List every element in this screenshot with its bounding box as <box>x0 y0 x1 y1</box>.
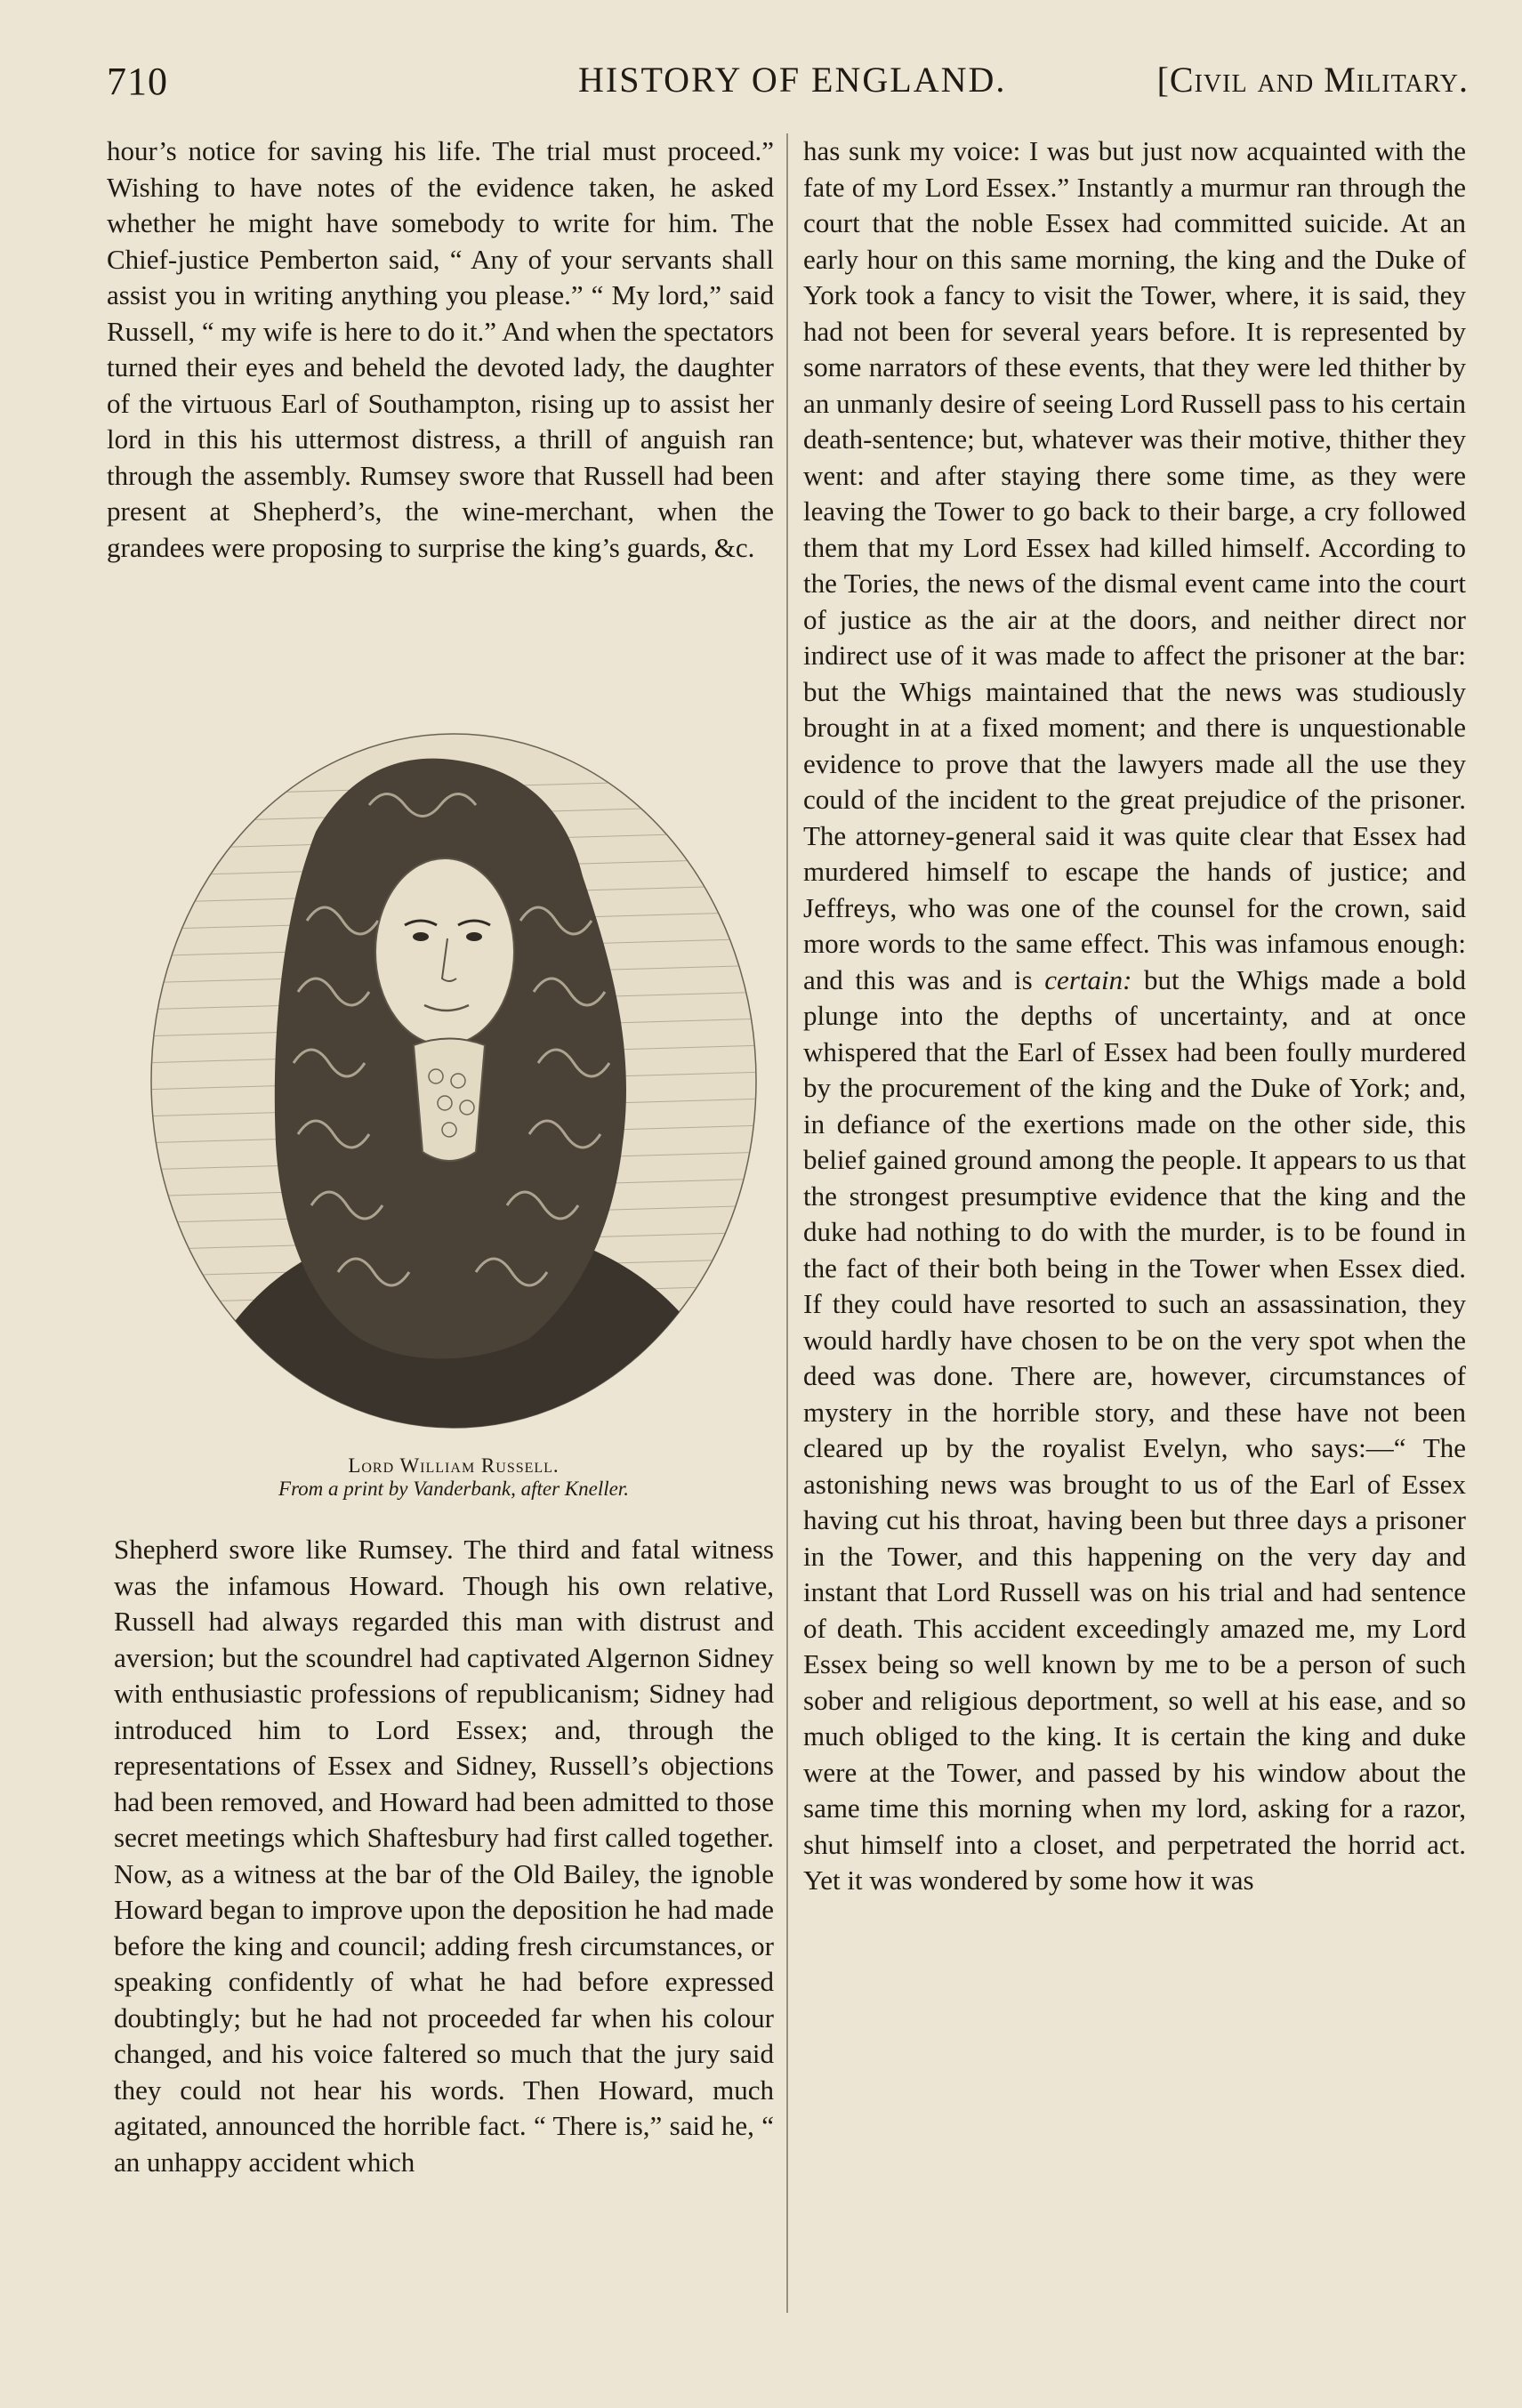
page-number: 710 <box>107 60 168 103</box>
page-header <box>107 59 1469 112</box>
paragraph: hour’s notice for saving his life. The trial must proceed.” Wishing to have notes of the evidence taken, he asked whether he might have somebody to write for him. The Chief-justice Pemberton said, “ Any of your servants shall assist you in writing anything you please.” “ My lord,” said Russell, “ my wife is here to do it.” And when the spectators turned their eyes and beheld the devoted lady, the daughter of the virtuous Earl of Southampton, rising up to assist her lord in this his uttermost distress, a thrill of anguish ran through the assembly. Rumsey swore that Russell had been present at Shepherd’s, the wine-merchant, when the grandees were proposing to surprise the king’s guards, &c. <box>107 135 774 563</box>
text-run: has sunk my voice: I was but just now acquainted with the fate of my Lord Essex.” Instantly a murmur ran through the court that the noble Essex had committed suicide. At an early hour on this same morning, the king and the Duke of York took a fancy to visit the Tower, where, it is said, they had not been for several years before. It is represented by some narrators of these events, that they were led thither by an unmanly desire of seeing Lord Russell pass to his certain death-sentence; but, whatever was their motive, thither they went: and after staying there some time, as they were leaving the Tower to go back to their barge, a cry followed them that my Lord Essex had killed himself. According to the Tories, the news of the dismal event came into the court of justice as the air at the doors, and neither direct nor indirect use of it was made to affect the prisoner at the bar: but the Whigs maintained that the news was studiously brought in at a fixed moment; and there is unquestionable evidence to prove that the lawyers made all the use they could of the incident to the great prejudice of the prisoner. The attorney-general said it was quite clear that Essex had murdered himself to escape the hands of justice; and Jeffreys, who was one of the counsel for the crown, said more words to the same effect. This was infamous enough: and this was and is <box>803 135 1466 995</box>
emphasis-certain: certain: <box>1044 963 1132 995</box>
right-column-text <box>803 133 1466 1899</box>
column-divider <box>786 133 788 2313</box>
section-title: [Civil and Military. <box>1156 60 1469 100</box>
left-column-bottom-text <box>114 1532 774 2180</box>
running-title: HISTORY OF ENGLAND. <box>578 60 1007 100</box>
paragraph: Shepherd swore like Rumsey. The third and fatal witness was the infamous Howard. Though his own relative, Russell had always regarded this man with distrust and aversion; but the scoundrel had captivated Algernon Sidney with enthusiastic professions of republicanism; Sidney had introduced him to Lord Essex; and, through the representations of Essex and Sidney, Russell’s objections had been removed, and Howard had been admitted to those secret meetings which Shaftesbury had first called together. Now, as a witness at the bar of the Old Bailey, the ignoble Howard began to improve upon the deposition he had made before the king and council; adding fresh circumstances, or speaking confidently of what he had before expressed doubtingly; but he had not proceeded far when his colour changed, and his voice faltered so much that the jury said they could not hear his words. Then Howard, much agitated, announced the horrible fact. “ There is,” said he, “ an unhappy accident which <box>114 1534 774 2178</box>
left-column-top-text <box>107 133 774 566</box>
illustration-caption <box>142 1454 765 1501</box>
caption-source: From a print by Vanderbank, after Kneller. <box>278 1478 629 1500</box>
paragraph <box>803 133 1466 1899</box>
portrait-engraving <box>138 725 769 1446</box>
caption-name: Lord William Russell. <box>348 1454 560 1477</box>
text-run: but the Whigs made a bold plunge into the depths of uncertainty, and at once whispered that the Earl of Essex had been foully murdered by the procurement of the king and the Duke of York; and, in defiance of the exertions made on the other side, this belief gained ground among the people. It appears to us that the strongest presumptive evidence that the king and the duke had nothing to do with the murder, is to be found in the fact of their both being in the Tower when Essex died. If they could have resorted to such an assassination, they would hardly have chosen to be on the very spot when the deed was done. There are, however, circumstances of mystery in the horrible story, and these have not been cleared up by the royalist Evelyn, who says:—“ The astonishing news was brought to us of the Earl of Essex having cut his throat, having been but three days a prisoner in the Tower, and this happening on the very day and instant that Lord Russell was on his trial and had sentence of death. This accident exceedingly amazed me, my Lord Essex being so well known by me to be a person of such sober and religious deportment, so well at his ease, and so much obliged to the king. It is certain the king and duke were at the Tower, and passed by his window about the same time this morning when my lord, asking for a razor, shut himself into a closet, and perpetrated the horrid act. Yet it was wondered by some how it was <box>803 963 1467 1896</box>
